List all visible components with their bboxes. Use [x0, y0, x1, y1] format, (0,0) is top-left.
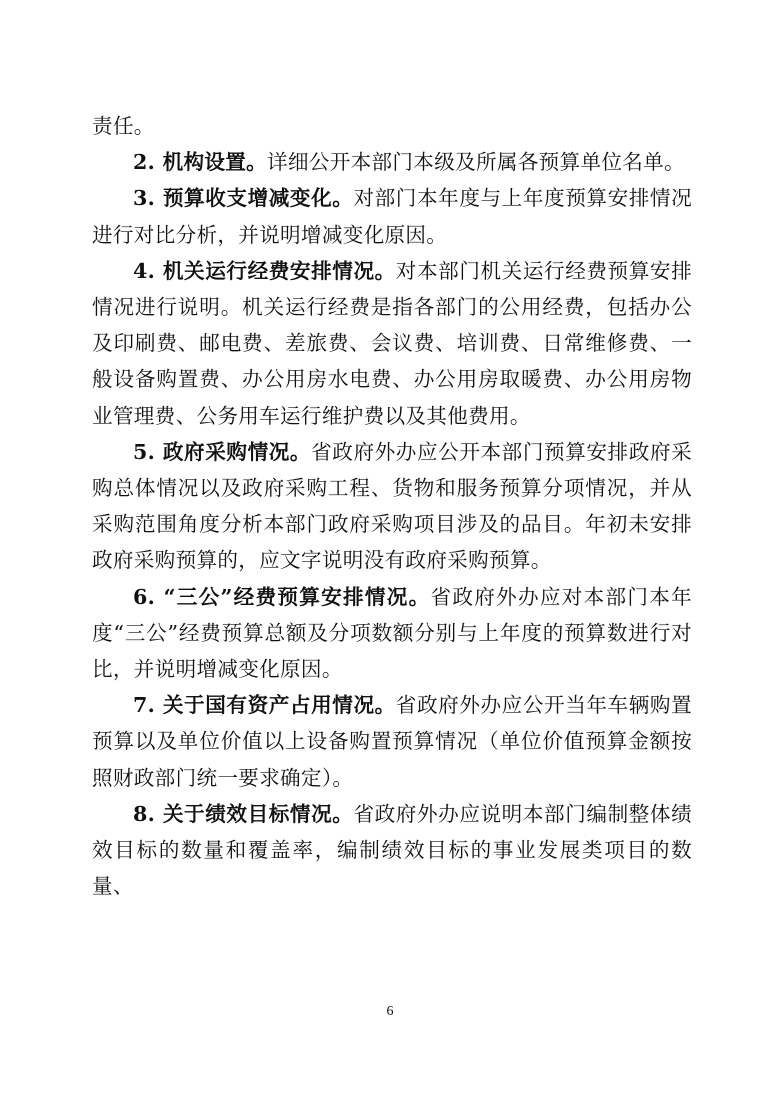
paragraph-state-assets: [92, 687, 692, 796]
paragraph-budget-change: [92, 180, 692, 252]
paragraph-performance-goals: [92, 796, 692, 905]
paragraph-three-public: [92, 579, 692, 688]
paragraph-number: 6.: [133, 584, 164, 609]
paragraph-heading: “三公”经费预算安排情况。: [163, 584, 431, 609]
paragraph-operating-funds: [92, 253, 692, 434]
paragraph-heading: 预算收支增减变化。: [162, 186, 354, 211]
paragraph-number: 4.: [133, 258, 163, 283]
paragraph-text: 省政府外办应对本部门本年度“三公”经费预算总额及分项数额分别与上年度的预算数进行对比，并说明增减变化原因。: [92, 584, 692, 682]
paragraph-text: 责任。: [92, 114, 155, 138]
paragraph-heading: 关于绩效目标情况。: [162, 801, 354, 826]
page-number: 6: [386, 1004, 394, 1019]
paragraph-text: 省政府外办应说明本部门编制整体绩效目标的数量和覆盖率，编制绩效目标的事业发展类项目的数量、: [92, 801, 692, 899]
paragraph-text: 省政府外办应公开当年车辆购置预算以及单位价值以上设备购置预算情况（单位价值预算金额按照财政部门统一要求确定）。: [92, 693, 692, 790]
paragraph-heading: 机构设置。: [162, 150, 268, 175]
paragraph-org-setup: [92, 144, 692, 180]
paragraph-heading: 关于国有资产占用情况。: [162, 693, 396, 718]
paragraph-procurement: [92, 434, 692, 579]
paragraph-heading: 机关运行经费安排情况。: [162, 258, 396, 283]
paragraph-number: 3.: [133, 186, 163, 211]
paragraph-heading: 政府采购情况。: [162, 439, 312, 464]
paragraph-text: 详细公开本部门本级及所属各预算单位名单。: [267, 150, 685, 175]
document-page: [92, 108, 692, 904]
paragraph-continuation: [92, 108, 692, 144]
paragraph-text: 对部门本年度与上年度预算安排情况进行对比分析，并说明增减变化原因。: [92, 186, 692, 247]
paragraph-text: 省政府外办应公开本部门预算安排政府采购总体情况以及政府采购工程、货物和服务预算分项情况，并从采购范围角度分析本部门政府采购项目涉及的品目。年初未安排政府采购预算的，应文字说明没有政府采购预算。: [92, 439, 692, 573]
paragraph-number: 7.: [133, 693, 163, 718]
paragraph-number: 8.: [133, 801, 163, 826]
paragraph-number: 2.: [133, 150, 163, 175]
paragraph-number: 5.: [133, 439, 163, 464]
paragraph-text: 对本部门机关运行经费预算安排情况进行说明。机关运行经费是指各部门的公用经费，包括办公及印刷费、邮电费、差旅费、会议费、培训费、日常维修费、一般设备购置费、办公用房水电费、办公用房取暖费、办公用房物业管理费、公务用车运行维护费以及其他费用。: [92, 258, 692, 428]
